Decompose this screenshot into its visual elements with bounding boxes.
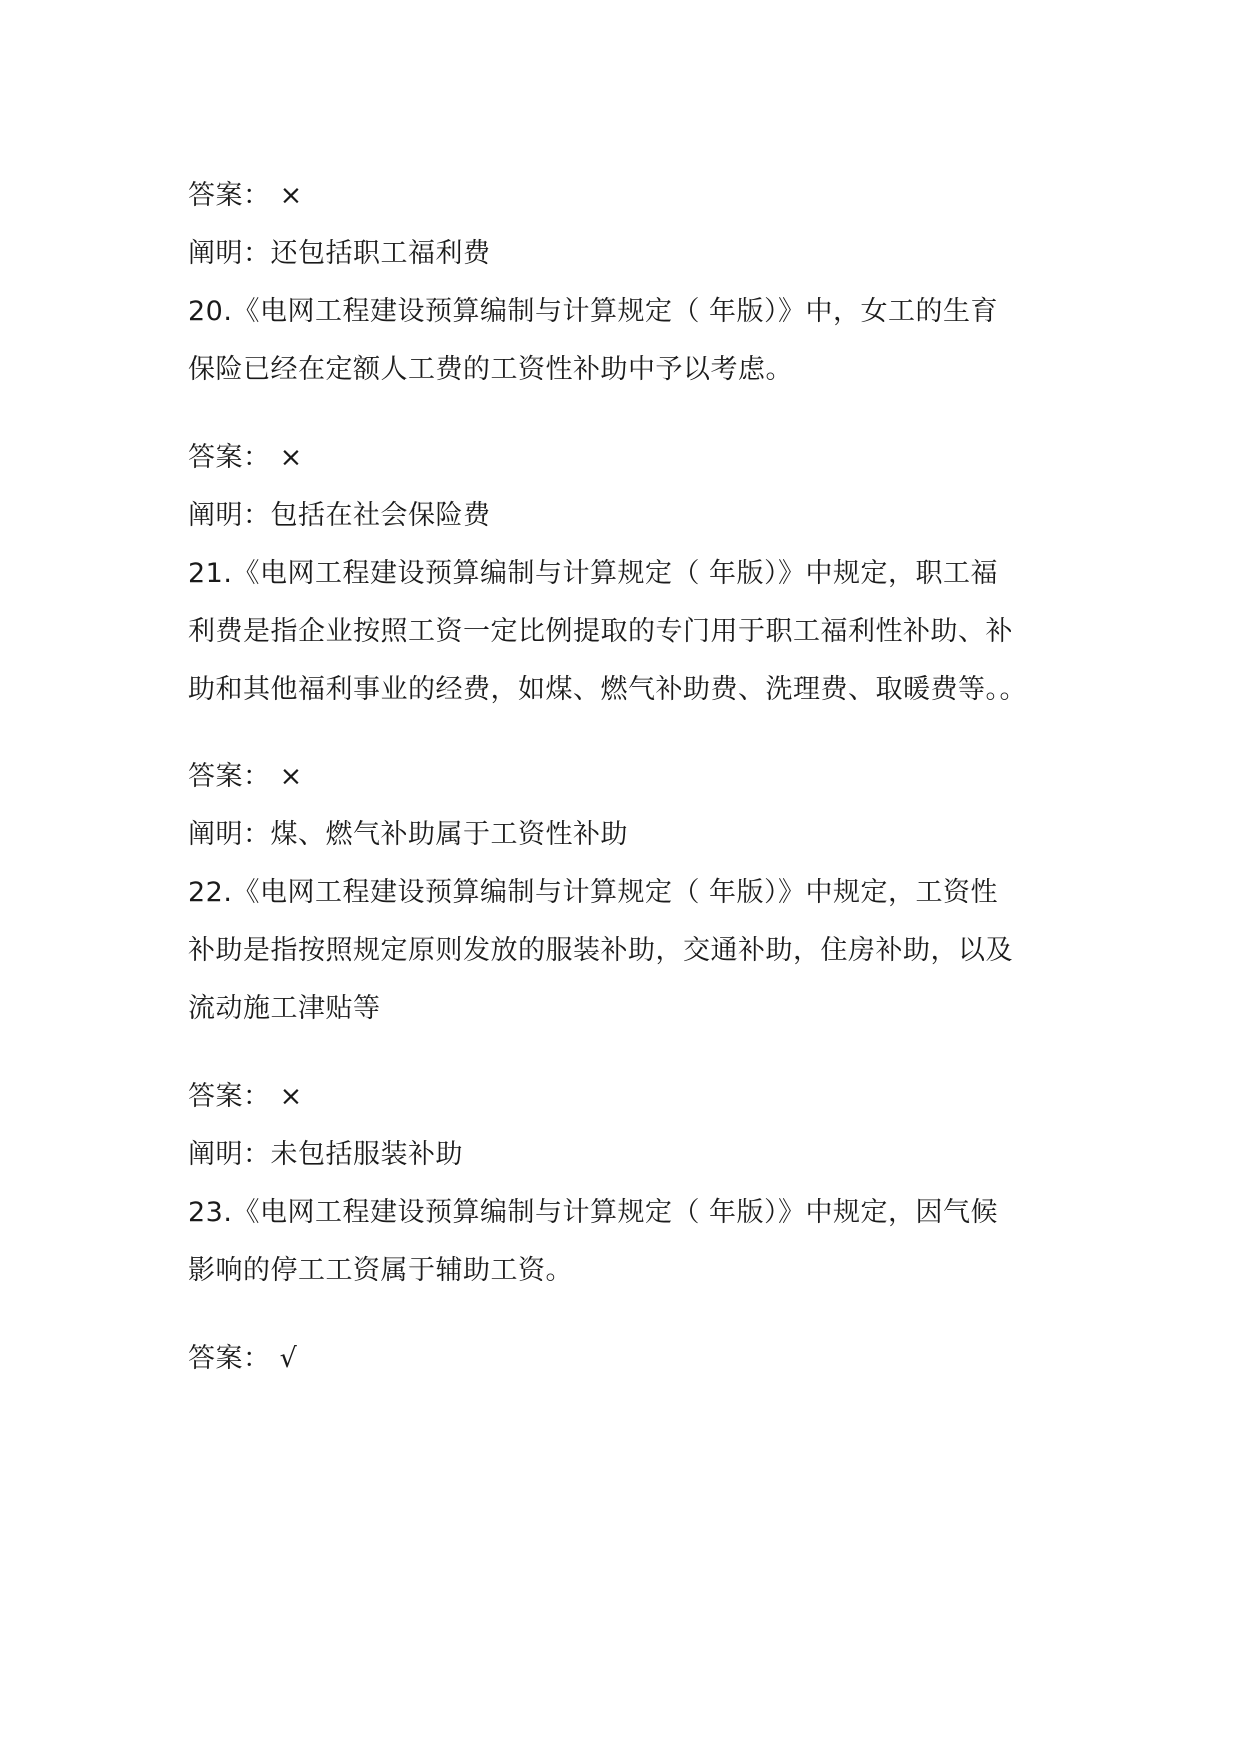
question-22-line-3: 流动施工津贴等 (188, 993, 381, 1024)
explanation-line: 阐明：煤、燃气补助属于工资性补助 (188, 819, 628, 850)
answer-line: 答案： √ (188, 1343, 298, 1374)
explanation-line: 阐明：包括在社会保险费 (188, 500, 491, 531)
question-21-line-3: 助和其他福利事业的经费，如煤、燃气补助费、洗理费、取暖费等。。 (188, 674, 1027, 705)
explanation-line: 阐明：未包括服装补助 (188, 1139, 463, 1170)
question-21-line-2: 利费是指企业按照工资一定比例提取的专门用于职工福利性补助、补 (188, 616, 1013, 647)
answer-line: 答案： × (188, 1081, 303, 1112)
answer-line: 答案： × (188, 442, 303, 473)
question-21-line-1: 21.《电网工程建设预算编制与计算规定（ 年版）》中规定，职工福 (188, 558, 999, 589)
answer-line: 答案： × (188, 180, 303, 211)
question-22-line-2: 补助是指按照规定原则发放的服装补助，交通补助，住房补助，以及 (188, 935, 1013, 966)
question-23-line-2: 影响的停工工资属于辅助工资。 (188, 1255, 573, 1286)
answer-line: 答案： × (188, 761, 303, 792)
explanation-line: 阐明：还包括职工福利费 (188, 238, 491, 269)
question-20-line-2: 保险已经在定额人工费的工资性补助中予以考虑。 (188, 354, 793, 385)
question-22-line-1: 22.《电网工程建设预算编制与计算规定（ 年版）》中规定，工资性 (188, 877, 999, 908)
question-20-line-1: 20.《电网工程建设预算编制与计算规定（ 年版）》中，女工的生育 (188, 296, 999, 327)
question-23-line-1: 23.《电网工程建设预算编制与计算规定（ 年版）》中规定，因气候 (188, 1197, 999, 1228)
